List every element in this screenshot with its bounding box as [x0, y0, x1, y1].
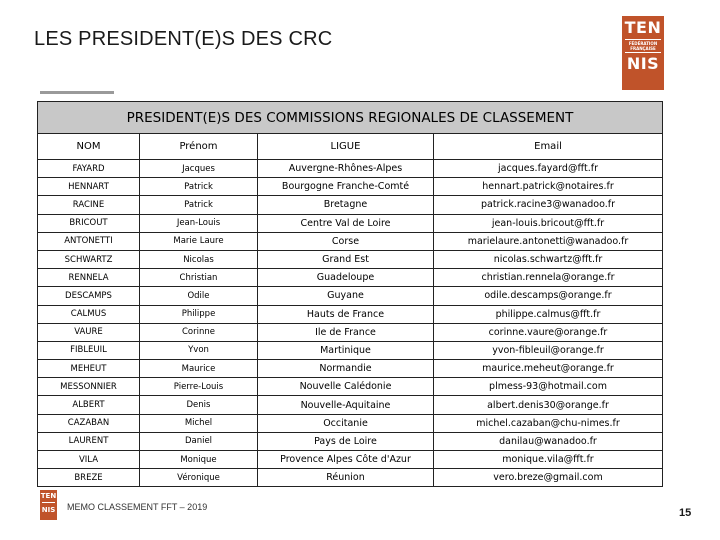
cell-ligue: Centre Val de Loire: [258, 214, 434, 232]
cell-email[interactable]: michel.cazaban@chu-nimes.fr: [434, 414, 663, 432]
column-header-email: Email: [434, 134, 663, 160]
cell-ligue: Pays de Loire: [258, 432, 434, 450]
cell-ligue: Nouvelle-Aquitaine: [258, 396, 434, 414]
cell-prenom: Jean-Louis: [140, 214, 258, 232]
cell-nom: DESCAMPS: [38, 287, 140, 305]
cell-prenom: Jacques: [140, 160, 258, 178]
cell-nom: MEHEUT: [38, 360, 140, 378]
table-row: [38, 451, 663, 469]
footer-logo-divider: [42, 502, 55, 505]
tennis-federation-logo: [622, 16, 664, 90]
cell-email[interactable]: corinne.vaure@orange.fr: [434, 323, 663, 341]
table-row: [38, 250, 663, 268]
cell-ligue: Réunion: [258, 469, 434, 487]
cell-nom: LAURENT: [38, 432, 140, 450]
cell-prenom: Marie Laure: [140, 232, 258, 250]
cell-ligue: Bretagne: [258, 196, 434, 214]
cell-prenom: Patrick: [140, 178, 258, 196]
page-title: LES PRESIDENT(E)S DES CRC: [34, 28, 333, 50]
footer-text: MEMO CLASSEMENT FFT – 2019: [67, 502, 208, 512]
cell-nom: RENNELA: [38, 269, 140, 287]
cell-email[interactable]: odile.descamps@orange.fr: [434, 287, 663, 305]
cell-email[interactable]: monique.vila@fft.fr: [434, 451, 663, 469]
cell-prenom: Denis: [140, 396, 258, 414]
cell-nom: CALMUS: [38, 305, 140, 323]
table-row: [38, 160, 663, 178]
cell-email[interactable]: marielaure.antonetti@wanadoo.fr: [434, 232, 663, 250]
cell-email[interactable]: patrick.racine3@wanadoo.fr: [434, 196, 663, 214]
cell-prenom: Maurice: [140, 360, 258, 378]
cell-nom: CAZABAN: [38, 414, 140, 432]
table-row: [38, 232, 663, 250]
cell-email[interactable]: philippe.calmus@fft.fr: [434, 305, 663, 323]
cell-prenom: Patrick: [140, 196, 258, 214]
logo-text-top: TEN: [624, 18, 662, 37]
cell-nom: HENNART: [38, 178, 140, 196]
cell-nom: BREZE: [38, 469, 140, 487]
cell-ligue: Provence Alpes Côte d'Azur: [258, 451, 434, 469]
cell-ligue: Ile de France: [258, 323, 434, 341]
table-row: [38, 432, 663, 450]
cell-ligue: Occitanie: [258, 414, 434, 432]
cell-ligue: Normandie: [258, 360, 434, 378]
cell-email[interactable]: yvon-fibleuil@orange.fr: [434, 341, 663, 359]
cell-email[interactable]: vero.breze@gmail.com: [434, 469, 663, 487]
cell-prenom: Monique: [140, 451, 258, 469]
cell-ligue: Hauts de France: [258, 305, 434, 323]
cell-ligue: Guyane: [258, 287, 434, 305]
table-row: [38, 214, 663, 232]
column-header-nom: NOM: [38, 134, 140, 160]
cell-nom: RACINE: [38, 196, 140, 214]
cell-email[interactable]: jean-louis.bricout@fft.fr: [434, 214, 663, 232]
cell-ligue: Auvergne-Rhônes-Alpes: [258, 160, 434, 178]
page-number: 15: [679, 507, 692, 519]
cell-email[interactable]: albert.denis30@orange.fr: [434, 396, 663, 414]
table-row: [38, 269, 663, 287]
table-row: [38, 469, 663, 487]
table-body: [38, 160, 663, 487]
table-row: [38, 396, 663, 414]
table-heading: PRESIDENT(E)S DES COMMISSIONS REGIONALES DE CLASSEMENT: [38, 102, 663, 134]
cell-ligue: Guadeloupe: [258, 269, 434, 287]
cell-prenom: Daniel: [140, 432, 258, 450]
cell-prenom: Pierre-Louis: [140, 378, 258, 396]
cell-nom: ALBERT: [38, 396, 140, 414]
logo-text-bottom: NIS: [626, 54, 660, 73]
footer-logo: [40, 490, 57, 520]
cell-prenom: Philippe: [140, 305, 258, 323]
cell-nom: VAURE: [38, 323, 140, 341]
cell-ligue: Grand Est: [258, 250, 434, 268]
cell-nom: FIBLEUIL: [38, 341, 140, 359]
cell-prenom: Michel: [140, 414, 258, 432]
table-row: [38, 287, 663, 305]
cell-nom: MESSONNIER: [38, 378, 140, 396]
cell-email[interactable]: hennart.patrick@notaires.fr: [434, 178, 663, 196]
logo-subtitle: FÉDÉRATION FRANÇAISE: [625, 39, 661, 53]
cell-ligue: Corse: [258, 232, 434, 250]
cell-email[interactable]: maurice.meheut@orange.fr: [434, 360, 663, 378]
cell-email[interactable]: christian.rennela@orange.fr: [434, 269, 663, 287]
cell-email[interactable]: plmess-93@hotmail.com: [434, 378, 663, 396]
footer-logo-bottom: NIS: [41, 506, 56, 514]
cell-ligue: Bourgogne Franche-Comté: [258, 178, 434, 196]
table-row: [38, 196, 663, 214]
table-row: [38, 378, 663, 396]
cell-ligue: Martinique: [258, 341, 434, 359]
table-row: [38, 323, 663, 341]
table-row: [38, 414, 663, 432]
table-row: [38, 178, 663, 196]
cell-email[interactable]: jacques.fayard@fft.fr: [434, 160, 663, 178]
cell-prenom: Yvon: [140, 341, 258, 359]
crc-presidents-table: [37, 101, 663, 487]
column-header-row: [38, 134, 663, 160]
cell-nom: FAYARD: [38, 160, 140, 178]
cell-nom: BRICOUT: [38, 214, 140, 232]
cell-prenom: Véronique: [140, 469, 258, 487]
cell-email[interactable]: nicolas.schwartz@fft.fr: [434, 250, 663, 268]
cell-email[interactable]: danilau@wanadoo.fr: [434, 432, 663, 450]
cell-nom: ANTONETTI: [38, 232, 140, 250]
cell-nom: VILA: [38, 451, 140, 469]
cell-prenom: Odile: [140, 287, 258, 305]
table-row: [38, 360, 663, 378]
cell-nom: SCHWARTZ: [38, 250, 140, 268]
cell-prenom: Christian: [140, 269, 258, 287]
table-row: [38, 341, 663, 359]
cell-ligue: Nouvelle Calédonie: [258, 378, 434, 396]
title-rule: [40, 91, 114, 94]
cell-prenom: Corinne: [140, 323, 258, 341]
footer-logo-top: TEN: [40, 492, 57, 500]
column-header-ligue: LIGUE: [258, 134, 434, 160]
column-header-prenom: Prénom: [140, 134, 258, 160]
table-row: [38, 305, 663, 323]
cell-prenom: Nicolas: [140, 250, 258, 268]
